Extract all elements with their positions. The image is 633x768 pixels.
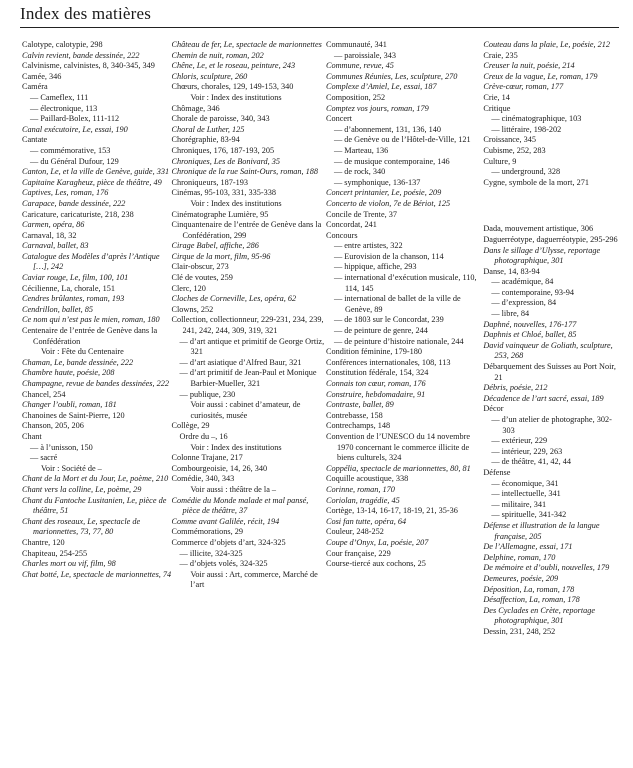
index-cross-reference: Voir : Index des institutions — [190, 442, 282, 452]
index-entry: Cosi fan tutte, opéra, 64 — [325, 516, 407, 526]
index-entry: Crève-cœur, roman, 177 — [483, 82, 564, 92]
index-subentry: — de rock, 340 — [333, 167, 386, 177]
index-subentry: — d’objets volés, 324-325 — [179, 559, 268, 569]
index-entry: Chorale de paroisse, 340, 343 — [171, 114, 270, 124]
index-entry: Chœurs, chorales, 129, 149-153, 340 — [171, 82, 294, 92]
index-entry: Creux de la vague, Le, roman, 179 — [483, 71, 598, 81]
index-subentry: — de peinture d’histoire nationale, 244 — [333, 336, 464, 346]
index-entry: Camée, 346 — [22, 71, 62, 81]
index-entry: Changer l’oubli, roman, 181 — [22, 400, 117, 410]
index-entry: Chapiteau, 254-255 — [22, 548, 88, 558]
index-subentry: — de peinture de genre, 244 — [333, 326, 428, 336]
index-subentry: Ordre du –, 16 — [179, 431, 228, 441]
index-subentry: — Cameflex, 111 — [30, 92, 89, 102]
index-entry: Désaffection, La, roman, 178 — [483, 595, 580, 605]
index-entry: Craie, 235 — [483, 50, 518, 60]
index-entry: Concile de Trente, 37 — [325, 209, 397, 219]
index-entry: Communauté, 341 — [325, 40, 387, 49]
index-entry: Chômage, 346 — [171, 103, 220, 113]
index-entry: Contrebasse, 158 — [325, 410, 383, 420]
index-entry: Capitaine Karagheuz, pièce de théâtre, 49 — [22, 177, 162, 187]
index-entry: Combourgeoisie, 14, 26, 340 — [171, 463, 268, 473]
index-entry: Concert printanier, Le, poésie, 209 — [325, 188, 442, 198]
index-subentry: — international d’exécution musicale, 110, 114, 145 — [333, 273, 477, 293]
index-entry: Chant vers la colline, Le, poème, 29 — [22, 484, 142, 494]
index-subentry: — de théâtre, 41, 42, 44 — [491, 457, 572, 467]
index-entry: De l’Allemagne, essai, 171 — [483, 542, 573, 552]
index-entry: Couleur, 248-252 — [325, 527, 384, 537]
index-entry: Composition, 252 — [325, 92, 386, 102]
index-entry: Delphine, roman, 170 — [483, 552, 556, 562]
index-entry: Débarquement des Suisses au Port Noir, 21 — [483, 362, 616, 382]
index-entry: Concerto de violon, 7e de Bériot, 125 — [325, 198, 451, 208]
index-column-4 — [483, 40, 623, 637]
index-entry: Chemin de nuit, roman, 202 — [171, 50, 264, 60]
index-entry: De mémoire et d’oubli, nouvelles, 179 — [483, 563, 610, 573]
header-rule — [20, 27, 619, 28]
index-entry: Danse, 14, 83-94 — [483, 266, 540, 276]
index-entry: Culture, 9 — [483, 156, 517, 166]
index-entry: Creuser la nuit, poésie, 214 — [483, 61, 575, 71]
index-column-3 — [326, 40, 483, 637]
index-entry: Cloches de Corneville, Les, opéra, 62 — [171, 294, 297, 304]
index-subentry: — littéraire, 198-202 — [491, 124, 562, 134]
index-entry: Carmen, opéra, 86 — [22, 220, 85, 230]
index-subentry: — entre artistes, 322 — [333, 241, 403, 251]
index-entry: Carnaval, 18, 32 — [22, 230, 77, 240]
index-entry: Conférences internationales, 108, 113 — [325, 357, 451, 367]
index-entry: Carapace, bande dessinée, 222 — [22, 198, 126, 208]
index-entry: Calotype, calotypie, 298 — [22, 40, 103, 49]
index-entry: Chambre haute, poésie, 208 — [22, 368, 115, 378]
index-cross-reference: Voir : Fête du Centenaire — [41, 347, 124, 357]
letter-gap — [483, 188, 623, 224]
index-entry: Des Cyclades en Crète, reportage photographique, 301 — [483, 605, 596, 626]
index-entry: Calvin revient, bande dessinée, 222 — [22, 50, 140, 60]
index-subentry: — du Général Dufour, 129 — [30, 156, 119, 166]
index-entry: Chloris, sculpture, 260 — [171, 71, 248, 81]
index-entry: Communes Réunies, Les, sculpture, 270 — [325, 71, 458, 81]
index-entry: Coppélia, spectacle de marionnettes, 80, 81 — [325, 463, 471, 473]
index-entry: Coquille acoustique, 338 — [325, 474, 409, 484]
index-entry: Clair-obscur, 273 — [171, 262, 229, 272]
index-entry: Dada, mouvement artistique, 306 — [483, 224, 594, 234]
index-entry: Chanson, 205, 206 — [22, 421, 84, 431]
index-cross-reference: Voir : Index des institutions — [190, 92, 282, 102]
index-entry: Collection, collectionneur, 229-231, 234, 239, 241, 242, 244, 309, 319, 321 — [171, 315, 324, 336]
index-subentry: — Paillard-Bolex, 111-112 — [30, 114, 120, 124]
index-entry: Caméra — [22, 82, 48, 92]
index-subentry: — d’art primitif de Jean-Paul et Monique Barbier-Mueller, 321 — [179, 368, 317, 388]
index-subentry: — Eurovision de la chanson, 114 — [333, 251, 444, 261]
index-entry: Complexe d’Amiel, Le, essai, 187 — [325, 82, 437, 92]
index-entry: Chat botté, Le, spectacle de marionnettes, 74 — [22, 569, 172, 579]
index-entry: Daphnis et Chloé, ballet, 85 — [483, 330, 577, 340]
index-entry: Cinémas, 95-103, 331, 335-338 — [171, 188, 277, 198]
index-entry: Critique — [483, 103, 511, 113]
index-entry: Défense et illustration de la langue française, 205 — [483, 520, 600, 541]
index-subentry: — illicite, 324-325 — [179, 548, 243, 558]
index-subentry: — intellectuelle, 341 — [491, 489, 561, 499]
index-entry: Comme avant Galilée, récit, 194 — [171, 516, 280, 526]
index-cross-reference: Voir : Index des institutions — [190, 198, 282, 208]
index-entry: Cirque de la mort, film, 95-96 — [171, 251, 271, 261]
index-subentry: — électronique, 113 — [30, 103, 98, 113]
index-subentry: — contemporaine, 93-94 — [491, 287, 575, 297]
index-entry: Chroniqueurs, 187-193 — [171, 177, 249, 187]
index-entry: Décor — [483, 404, 504, 414]
page-title: Index des matières — [20, 4, 152, 23]
index-entry: Cendrillon, ballet, 85 — [22, 304, 94, 314]
index-entry: Corinne, roman, 170 — [325, 484, 395, 494]
index-entry: Comédie du Monde malade et mal pansé, pièce de théâtre, 37 — [171, 495, 309, 516]
index-subentry: — de Genève ou de l’Hôtel-de-Ville, 121 — [333, 135, 471, 145]
index-entry: Déposition, La, roman, 178 — [483, 584, 575, 594]
index-entry: Cygne, symbole de la mort, 271 — [483, 177, 589, 187]
index-subentry: — d’expression, 84 — [491, 298, 557, 308]
index-entry: Daguerréotype, daguerréotypie, 295-296 — [483, 234, 618, 244]
index-entry: Défense — [483, 467, 511, 477]
index-cross-reference: Voir aussi : cabinet d’amateur, de curiosités, musée — [190, 400, 301, 420]
index-subentry: — d’abonnement, 131, 136, 140 — [333, 124, 441, 134]
index-entry: Dessin, 231, 248, 252 — [483, 626, 556, 636]
index-entry: Contrechamps, 148 — [325, 421, 391, 431]
index-entry: Course-tiercé aux cochons, 25 — [325, 559, 426, 569]
index-entry: Commerce d’objets d’art, 324-325 — [171, 537, 286, 547]
index-subentry: — à l’unisson, 150 — [30, 442, 93, 452]
index-subentry: — spirituelle, 341-342 — [491, 510, 567, 520]
index-entry: Chorégraphie, 83-94 — [171, 135, 240, 145]
index-entry: Chaman, Le, bande dessinée, 222 — [22, 357, 134, 367]
index-entry: Clowns, 252 — [171, 304, 214, 314]
index-entry: Débris, poésie, 212 — [483, 383, 548, 393]
index-entry: Caricature, caricaturiste, 218, 238 — [22, 209, 134, 219]
index-entry: Choral de Luther, 125 — [171, 124, 245, 134]
index-entry: Constitution fédérale, 154, 324 — [325, 368, 429, 378]
index-entry: Cubisme, 252, 283 — [483, 145, 546, 155]
index-subentry: — cinématographique, 103 — [491, 114, 582, 124]
index-entry: Caviar rouge, Le, film, 100, 101 — [22, 273, 129, 283]
index-entry: Calvinisme, calvinistes, 8, 340-345, 349 — [22, 61, 155, 71]
index-entry: Condition féminine, 179-180 — [325, 347, 422, 357]
index-subentry: — d’art antique et primitif de George Ortiz, 321 — [179, 336, 325, 357]
index-subentry: — international de ballet de la ville de Genève, 89 — [333, 294, 461, 314]
index-entry: Cortège, 13-14, 16-17, 18-19, 21, 35-36 — [325, 506, 458, 516]
index-entry: Couteau dans la plaie, Le, poésie, 212 — [483, 40, 611, 49]
index-entry: Coriolan, tragédie, 45 — [325, 495, 400, 505]
index-entry: Commune, revue, 45 — [325, 61, 394, 71]
index-subentry: — d’art asiatique d’Alfred Baur, 321 — [179, 357, 302, 367]
index-subentry: — économique, 341 — [491, 478, 559, 488]
index-cross-reference: Voir aussi : Art, commerce, Marché de l’art — [190, 569, 318, 590]
index-entry: Ce nom qui n’est pas le mien, roman, 180 — [22, 315, 160, 325]
index-subentry: — paroissiale, 343 — [333, 50, 397, 60]
index-subentry: — commémorative, 153 — [30, 145, 111, 155]
index-subentry: — intérieur, 229, 263 — [491, 446, 563, 456]
index-entry: Cantate — [22, 135, 48, 145]
index-entry: Clé de voutes, 259 — [171, 273, 233, 283]
index-subentry: — de 1803 sur le Concordat, 239 — [333, 315, 444, 325]
index-subentry: — sacré — [30, 453, 58, 463]
index-entry: Coupe d’Onyx, La, poésie, 207 — [325, 537, 429, 547]
index-column-2 — [172, 40, 326, 637]
index-entry: Chroniques, Les de Bonivard, 35 — [171, 156, 280, 166]
index-entry: David vainqueur de Goliath, sculpture, 253, 268 — [483, 340, 613, 361]
index-entry: Cinématographe Lumière, 95 — [171, 209, 269, 219]
index-subentry: — de musique contemporaine, 146 — [333, 156, 450, 166]
index-subentry: — extérieur, 229 — [491, 436, 548, 446]
index-entry: Croissance, 345 — [483, 135, 537, 145]
index-entry: Colonne Trajane, 217 — [171, 453, 243, 463]
index-entry: Cirage Babel, affiche, 286 — [171, 241, 259, 251]
index-subentry: — publique, 230 — [179, 389, 236, 399]
index-entry: Chêne, Le, et le roseau, peinture, 243 — [171, 61, 296, 71]
index-entry: Commémorations, 29 — [171, 527, 244, 537]
index-subentry: — symphonique, 136-137 — [333, 177, 421, 187]
index-cross-reference: Voir aussi : théâtre de la – — [190, 484, 277, 494]
index-entry: Décadence de l’art sacré, essai, 189 — [483, 393, 604, 403]
index-entry: Crie, 14 — [483, 92, 510, 102]
index-cross-reference: Voir : Société de – — [41, 463, 102, 473]
index-entry: Daphné, nouvelles, 176-177 — [483, 319, 577, 329]
index-entry: Dans le sillage d’Ulysse, reportage photographique, 301 — [483, 245, 601, 266]
index-entry: Chant de la Mort et du Jour, Le, poème, 210 — [22, 474, 169, 484]
index-entry: Chant du Fantoche Lusitanien, Le, pièce de théâtre, 51 — [22, 495, 167, 516]
index-columns — [22, 40, 623, 637]
index-entry: Cécilienne, La, chorale, 151 — [22, 283, 116, 293]
index-entry: Chancel, 254 — [22, 389, 66, 399]
index-subentry: — libre, 84 — [491, 309, 530, 319]
index-entry: Château de fer, Le, spectacle de marionnettes — [171, 40, 322, 49]
index-entry: Captives, Les, roman, 176 — [22, 188, 109, 198]
index-subentry: — Marteau, 136 — [333, 145, 389, 155]
index-entry: Contraste, ballet, 89 — [325, 400, 394, 410]
index-entry: Clerc, 120 — [171, 283, 206, 293]
index-entry: Concordat, 241 — [325, 220, 377, 230]
index-entry: Chant — [22, 431, 42, 441]
index-entry: Cinquantenaire de l’entrée de Genève dans la Confédération, 299 — [171, 220, 322, 240]
index-subentry: — underground, 328 — [491, 167, 561, 177]
index-entry: Connais ton cœur, roman, 176 — [325, 379, 426, 388]
index-entry: Chant des roseaux, Le, spectacle de marionnettes, 73, 77, 80 — [22, 516, 141, 537]
index-entry: Canal exécutoire, Le, essai, 190 — [22, 124, 128, 134]
index-entry: Chronique de la rue Saint-Ours, roman, 188 — [171, 167, 319, 177]
index-entry: Concours — [325, 230, 358, 240]
index-entry: Chroniques, 176, 187-193, 205 — [171, 145, 275, 155]
index-entry: Carnaval, ballet, 83 — [22, 241, 89, 251]
index-entry: Convention de l’UNESCO du 14 novembre 1970 concernant le commerce illicite de biens culturels, 324 — [325, 431, 471, 463]
index-entry: Comptez vos jours, roman, 179 — [325, 103, 429, 113]
index-subentry: — d’un atelier de photographe, 302-303 — [491, 415, 612, 435]
index-entry: Chantre, 120 — [22, 537, 65, 547]
index-subentry: — militaire, 341 — [491, 499, 547, 509]
index-entry: Comédie, 340, 343 — [171, 474, 235, 484]
index-entry: Cendres brûlantes, roman, 193 — [22, 294, 125, 304]
index-entry: Catalogue des Modèles d’après l’Antique […], 242 — [22, 251, 160, 272]
index-entry: Centenaire de l’entrée de Genève dans la Confédération — [22, 326, 158, 346]
index-entry: Chanoines de Saint-Pierre, 120 — [22, 410, 125, 420]
index-entry: Canton, Le, et la ville de Genève, guide, 331 — [22, 167, 170, 177]
index-subentry: — académique, 84 — [491, 277, 554, 287]
index-entry: Charles mort ou vif, film, 98 — [22, 559, 116, 569]
index-entry: Concert — [325, 114, 353, 124]
index-entry: Demeures, poésie, 209 — [483, 573, 559, 583]
index-entry: Cour française, 229 — [325, 548, 391, 558]
index-entry: Construire, hebdomadaire, 91 — [325, 389, 426, 399]
index-entry: Collège, 29 — [171, 421, 210, 431]
index-entry: Champagne, revue de bandes dessinées, 222 — [22, 379, 170, 388]
index-subentry: — hippique, affiche, 293 — [333, 262, 417, 272]
index-column-1 — [22, 40, 172, 637]
